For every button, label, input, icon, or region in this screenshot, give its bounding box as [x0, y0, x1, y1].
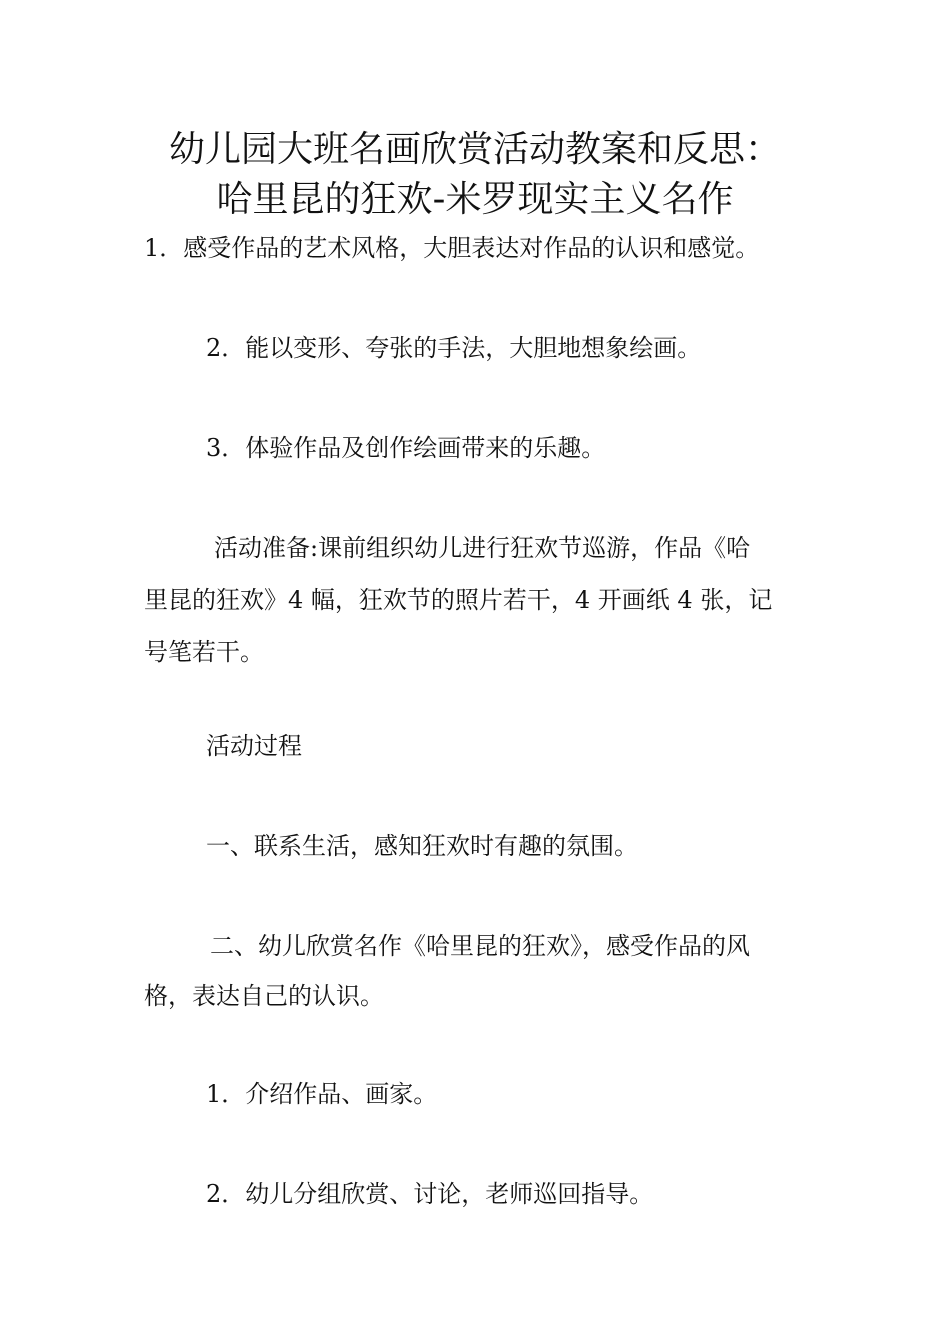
preparation-paragraph [144, 522, 814, 678]
document-title-line-1: 幼儿园大班名画欣赏活动教案和反思： [168, 129, 781, 170]
process-heading: 活动过程 [206, 732, 302, 760]
goal-3-paragraph: 3．体验作品及创作绘画带来的乐趣。 [206, 434, 606, 462]
step-2-line-2: 格，表达自己的认识。 [144, 982, 384, 1010]
preparation-line-3: 号笔若干。 [144, 638, 264, 666]
sub-step-2-paragraph: 2．幼儿分组欣赏、讨论，老师巡回指导。 [206, 1180, 654, 1208]
preparation-line-1: 活动准备:课前组织幼儿进行狂欢节巡游，作品《哈 [214, 534, 751, 562]
document-title-line-2: 哈里昆的狂欢-米罗现实主义名作 [216, 179, 734, 220]
preparation-line-2: 里昆的狂欢》4 幅，狂欢节的照片若干，4 开画纸 4 张，记 [144, 586, 773, 614]
goal-2-paragraph: 2．能以变形、夸张的手法，大胆地想象绘画。 [206, 334, 702, 362]
goal-1-paragraph: 1．感受作品的艺术风格，大胆表达对作品的认识和感觉。 [144, 234, 760, 262]
sub-step-1-paragraph: 1．介绍作品、画家。 [206, 1080, 438, 1108]
step-1-paragraph: 一、联系生活，感知狂欢时有趣的氛围。 [206, 832, 638, 860]
step-2-line-1: 二、幼儿欣赏名作《哈里昆的狂欢》，感受作品的风 [210, 932, 750, 960]
